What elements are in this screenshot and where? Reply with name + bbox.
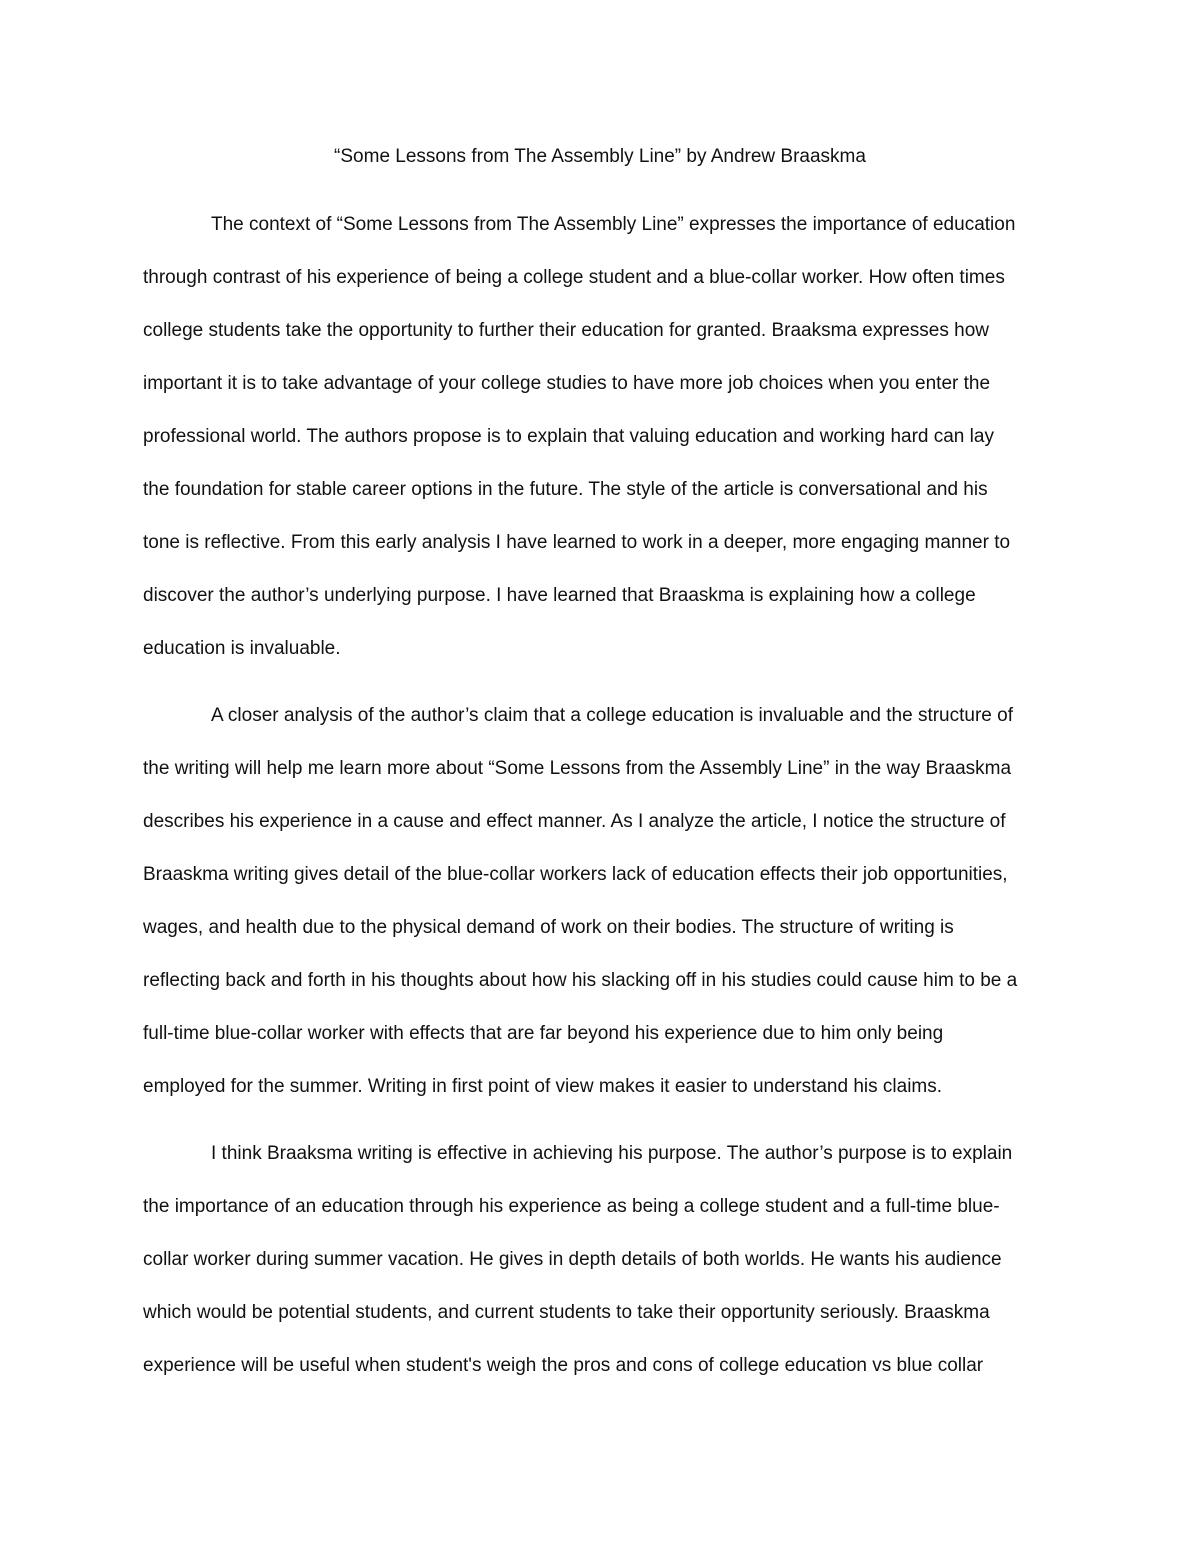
paragraph-2-line-4: Braaskma writing gives detail of the blue-collar workers lack of education effects their job opportunities, bbox=[143, 864, 1008, 885]
paragraph-1-line-9: education is invaluable. bbox=[143, 638, 341, 659]
paragraph-1-line-1: The context of “Some Lessons from The Assembly Line” expresses the importance of education bbox=[211, 214, 1016, 235]
paragraph-3-line-3: collar worker during summer vacation. He gives in depth details of both worlds. He wants his audience bbox=[143, 1249, 1002, 1270]
paragraph-2-line-1: A closer analysis of the author’s claim that a college education is invaluable and the structure of bbox=[211, 705, 1013, 726]
paragraph-3-line-4: which would be potential students, and current students to take their opportunity seriously. Braaskma bbox=[143, 1302, 990, 1323]
paragraph-3-line-2: the importance of an education through his experience as being a college student and a full-time blue- bbox=[143, 1196, 1000, 1217]
paragraph-2-line-6: reflecting back and forth in his thoughts about how his slacking off in his studies could cause him to be a bbox=[143, 970, 1018, 991]
paragraph-1-line-6: the foundation for stable career options in the future. The style of the article is conversational and his bbox=[143, 479, 988, 500]
paragraph-2-line-7: full-time blue-collar worker with effects that are far beyond his experience due to him only being bbox=[143, 1023, 944, 1044]
paragraph-2-line-5: wages, and health due to the physical demand of work on their bodies. The structure of writing is bbox=[143, 917, 954, 938]
paragraph-2-line-3: describes his experience in a cause and effect manner. As I analyze the article, I notice the structure of bbox=[143, 811, 1006, 832]
paragraph-2-line-8: employed for the summer. Writing in first point of view makes it easier to understand his claims. bbox=[143, 1076, 943, 1097]
paragraph-1-line-5: professional world. The authors propose is to explain that valuing education and working hard can lay bbox=[143, 426, 994, 447]
paragraph-1-line-2: through contrast of his experience of being a college student and a blue-collar worker. How often times bbox=[143, 267, 1005, 288]
paragraph-3-line-5: experience will be useful when student's weigh the pros and cons of college education vs blue collar bbox=[143, 1355, 984, 1376]
paragraph-1-line-7: tone is reflective. From this early analysis I have learned to work in a deeper, more engaging manner to bbox=[143, 532, 1011, 553]
paragraph-2-line-2: the writing will help me learn more about “Some Lessons from the Assembly Line” in the way Braaskma bbox=[143, 758, 1012, 779]
paragraph-1-line-4: important it is to take advantage of your college studies to have more job choices when you enter the bbox=[143, 373, 991, 394]
paragraph-3-line-1: I think Braaksma writing is effective in achieving his purpose. The author’s purpose is to explain bbox=[211, 1143, 1013, 1164]
paragraph-1-line-8: discover the author’s underlying purpose. I have learned that Braaskma is explaining how a college bbox=[143, 585, 976, 606]
document-title: “Some Lessons from The Assembly Line” by Andrew Braaskma bbox=[334, 146, 866, 167]
paragraph-1-line-3: college students take the opportunity to further their education for granted. Braaksma expresses how bbox=[143, 320, 989, 341]
